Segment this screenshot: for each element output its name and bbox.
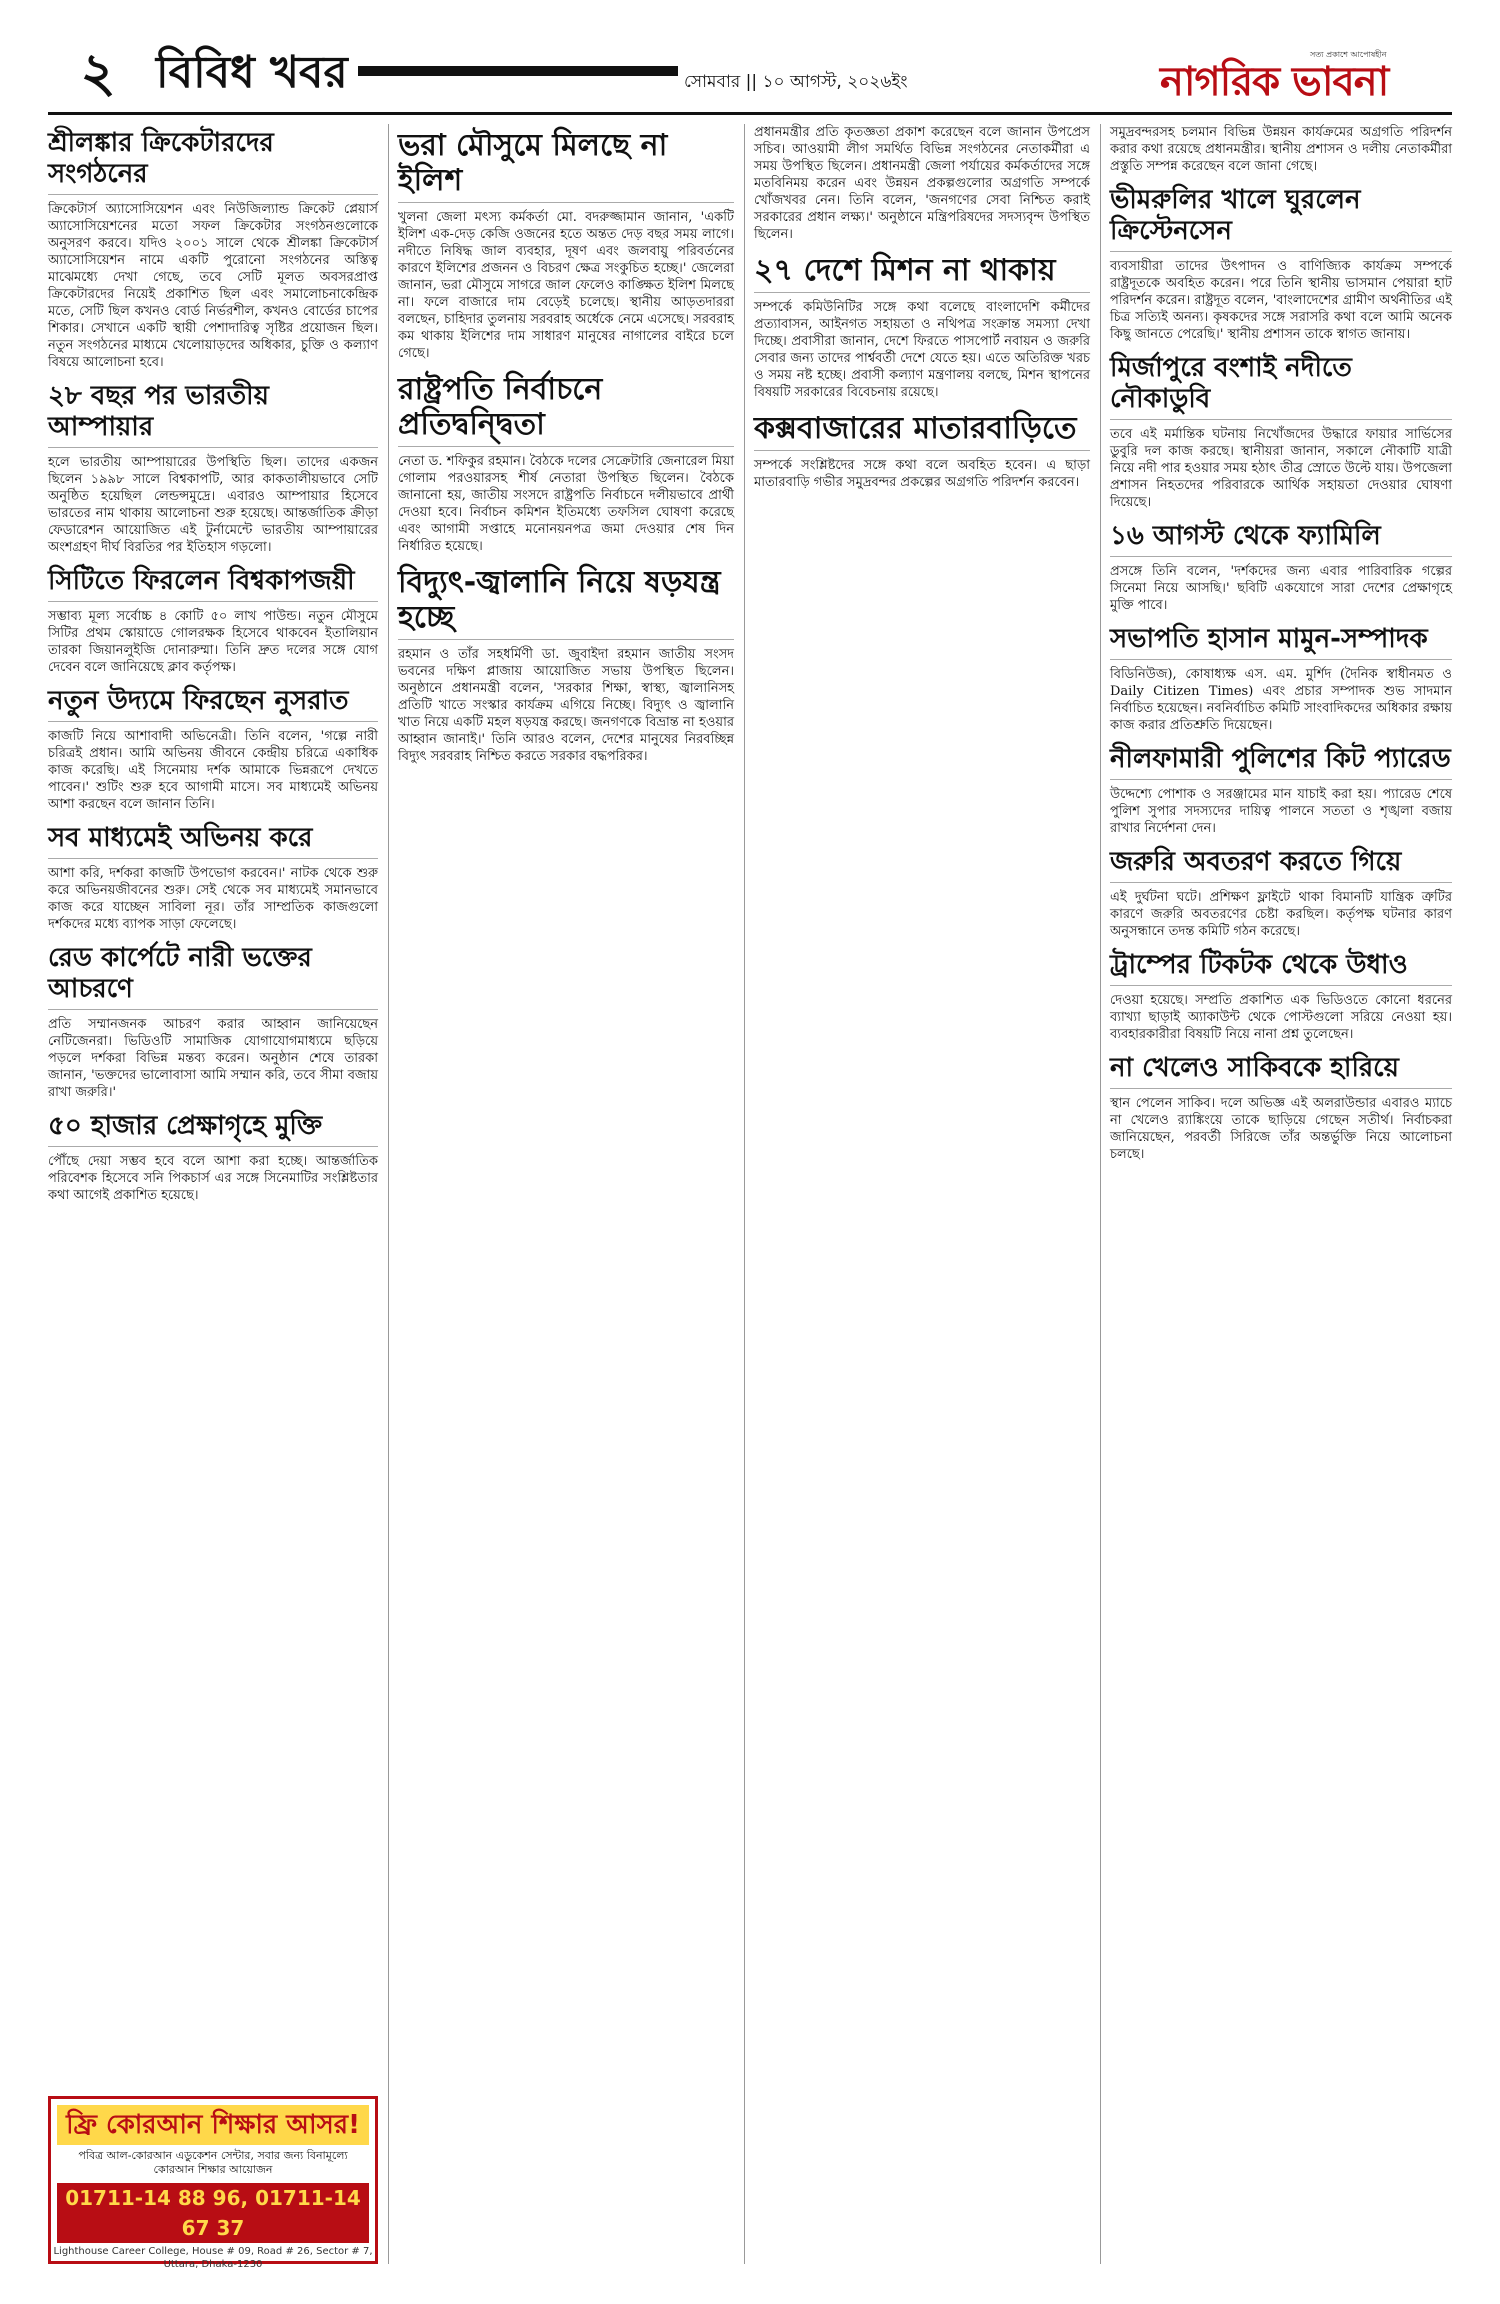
article (1110, 950, 1452, 1043)
ad-phone[interactable]: 01711-14 88 96, 01711-14 67 37 (57, 2183, 369, 2243)
column-divider (1100, 124, 1101, 2264)
dateline: সোমবার || ১০ আগস্ট, ২০২৬ইং (684, 72, 908, 92)
article (1110, 744, 1452, 837)
headline[interactable]: ট্রাম্পের টিকটক থেকে উধাও (1110, 950, 1452, 986)
headline[interactable]: বিদ্যুৎ-জ্বালানি নিয়ে ষড়যন্ত্র হচ্ছে (398, 565, 734, 640)
headline[interactable]: নীলফামারী পুলিশের কিট প্যারেড (1110, 744, 1452, 780)
article (1110, 847, 1452, 940)
headline[interactable]: সভাপতি হাসান মামুন-সম্পাদক (1110, 624, 1452, 660)
page-number: ২ (80, 41, 116, 104)
logo-text: নাগরিক ভাবনা (1160, 59, 1389, 105)
ad-title: ফ্রি কোরআন শিক্ষার আসর! (57, 2105, 369, 2145)
article-body: এই দুর্ঘটনা ঘটে। প্রশিক্ষণ ফ্লাইটে থাকা বিমানটি যান্ত্রিক ত্রুটির কারণে জরুরি অবতরণের চেষ্টা করছিল। কর্তৃপক্ষ ঘটনার কারণ অনুসন্ধানে তদন্ত কমিটি গঠন করেছে। (1110, 890, 1452, 939)
column-1 (48, 124, 378, 2270)
article (48, 566, 378, 676)
headline[interactable]: সিটিতে ফিরলেন বিশ্বকাপজয়ী (48, 566, 378, 602)
article (48, 128, 378, 371)
article-body: স্থান পেলেন সাকিব। দলে অভিজ্ঞ এই অলরাউন্ডার এবারও ম্যাচে না খেলেও র‍্যাঙ্কিংয়ে তাকে ছাড়িয়ে গেছেন সতীর্থ। নির্বাচকরা জানিয়েছেন, পরবর্তী সিরিজে তাঁর অন্তর্ভুক্তি নিয়ে আলোচনা চলছে। (1110, 1096, 1452, 1162)
article (48, 823, 378, 933)
article-body: খুলনা জেলা মৎস্য কর্মকর্তা মো. বদরুজ্জামান জানান, 'একটি ইলিশ এক-দেড় কেজি ওজনের হতে অন্তত দেড় বছর সময় লাগে। নদীতে নিষিদ্ধ জাল ব্যবহার, দূষণ এবং জলবায়ু পরিবর্তনের কারণে ইলিশের প্রজনন ও বিচরণ ক্ষেত্র সংকুচিত হচ্ছে।' জেলেরা জানান, ভরা মৌসুমে সাগরে জাল ফেলেও কাঙ্ক্ষিত ইলিশ মিলছে না। ফলে বাজারে দাম বেড়েই চলেছে। স্থানীয় আড়তদাররা বলছেন, চাহিদার তুলনায় সরবরাহ অর্ধেকে নেমে এসেছে। সরবরাহ কম থাকায় ইলিশের দাম সাধারণ মানুষের নাগালের বাইরে চলে গেছে। (398, 210, 734, 361)
headline[interactable]: মির্জাপুরে বংশাই নদীতে নৌকাডুবি (1110, 353, 1452, 420)
article-body: সম্পর্কে সংশ্লিষ্টদের সঙ্গে কথা বলে অবহিত হবেন। এ ছাড়া মাতারবাড়ি গভীর সমুদ্রবন্দর প্রকল্পের অগ্রগতি পরিদর্শন করবেন। (754, 458, 1090, 490)
headline[interactable]: ২৭ দেশে মিশন না থাকায় (754, 253, 1090, 293)
article (1110, 353, 1452, 511)
ad-note: পবিত্র আল-কোরআন এডুকেশন সেন্টার, সবার জন্য বিনামূল্যে কোরআন শিক্ষার আয়োজন (78, 2149, 348, 2176)
article-body: প্রধানমন্ত্রীর প্রতি কৃতজ্ঞতা প্রকাশ করেছেন বলে জানান উপপ্রেস সচিব। আওয়ামী লীগ সমর্থিত বিভিন্ন সংগঠনের নেতাকর্মীরা এ সময় উপস্থিত ছিলেন। প্রধানমন্ত্রী জেলা পর্যায়ের কর্মকর্তাদের সঙ্গে মতবিনিময় করেন এবং উন্নয়ন প্রকল্পগুলোর অগ্রগতি সম্পর্কে খোঁজখবর নেন। তিনি বলেন, 'জনগণের সেবা নিশ্চিত করাই সরকারের প্রধান লক্ষ্য।' অনুষ্ঠানে মন্ত্রিপরিষদের সদস্যবৃন্দ উপস্থিত ছিলেন। (754, 125, 1090, 242)
article (754, 411, 1090, 491)
headline[interactable]: ২৮ বছর পর ভারতীয় আম্পায়ার (48, 381, 378, 448)
masthead (48, 38, 1452, 115)
headline[interactable]: শ্রীলঙ্কার ক্রিকেটারদের সংগঠনের (48, 128, 378, 195)
article-body: তবে এই মর্মান্তিক ঘটনায় নিখোঁজদের উদ্ধারে ফায়ার সার্ভিসের ডুবুরি দল কাজ করছে। স্থানীয়রা জানান, সকালে নৌকাটি যাত্রী নিয়ে নদী পার হওয়ার সময় হঠাৎ তীব্র স্রোতে উল্টে যায়। উপজেলা প্রশাসন নিহতদের পরিবারকে আর্থিক সহায়তা দেওয়ার ঘোষণা দিয়েছে। (1110, 427, 1453, 510)
article (48, 1111, 378, 1204)
article-body: বিডিনিউজ), কোষাধ্যক্ষ এস. এম. মুর্শিদ (দৈনিক স্বাধীনমত ও Daily Citizen Times) এবং প্রচার সম্পাদক শুভ সাদমান নির্বাচিত হয়েছেন। নবনির্বাচিত কমিটি সাংবাদিকদের অধিকার রক্ষায় কাজ করার প্রতিশ্রুতি দিয়েছেন। (1110, 667, 1452, 733)
headline[interactable]: নতুন উদ্যমে ফিরছেন নুসরাত (48, 686, 378, 722)
headline[interactable]: না খেলেও সাকিবকে হারিয়ে (1110, 1053, 1452, 1089)
article-body: আশা করি, দর্শকরা কাজটি উপভোগ করবেন।' নাটক থেকে শুরু করে অভিনয়জীবনের শুরু। সেই থেকে সব মাধ্যমেই সমানভাবে কাজ করে যাচ্ছেন সাবিলা নূর। তাঁর সাম্প্রতিক কাজগুলো দর্শকদের মধ্যে ব্যাপক সাড়া ফেলেছে। (48, 866, 378, 932)
headline[interactable]: ৫০ হাজার প্রেক্ষাগৃহে মুক্তি (48, 1111, 378, 1147)
advertisement[interactable] (48, 2096, 378, 2270)
article-body: সম্পর্কে কমিউনিটির সঙ্গে কথা বলেছে বাংলাদেশি কর্মীদের প্রত্যাবাসন, আইনগত সহায়তা ও নথিপত্র সংক্রান্ত সমস্যা দেখা দিচ্ছে। প্রবাসীরা জানান, দেশে ফিরতে পাসপোর্ট নবায়ন ও জরুরি সেবার জন্য তাদের পার্শ্ববর্তী দেশে যেতে হয়। এতে অতিরিক্ত খরচ ও সময় নষ্ট হচ্ছে। প্রবাসী কল্যাণ মন্ত্রণালয় বলছে, মিশন স্থাপনের বিষয়টি সরকারের বিবেচনায় রয়েছে। (754, 300, 1090, 400)
article-body: নেতা ড. শফিকুর রহমান। বৈঠকে দলের সেক্রেটারি জেনারেল মিয়া গোলাম পরওয়ারসহ শীর্ষ নেতারা উপস্থিত ছিলেন। বৈঠকে জানানো হয়, জাতীয় সংসদে রাষ্ট্রপতি নির্বাচনে দলীয়ভাবে প্রার্থী দেওয়া হবে। নির্বাচন কমিশন ইতিমধ্যে তফসিল ঘোষণা করেছে এবং আগামী সপ্তাহে মনোনয়নপত্র জমা দেওয়ার শেষ দিন নির্ধারিত হয়েছে। (398, 454, 734, 554)
article (1110, 185, 1452, 343)
section-divider (358, 66, 678, 76)
article (398, 128, 734, 362)
article-body: রহমান ও তাঁর সহধর্মিণী ডা. জুবাইদা রহমান জাতীয় সংসদ ভবনের দক্ষিণ প্লাজায় আয়োজিত সভায় উপস্থিত ছিলেন। অনুষ্ঠানে প্রধানমন্ত্রী বলেন, 'সরকার শিক্ষা, স্বাস্থ্য, জ্বালানিসহ প্রতিটি খাতে সংস্কার কার্যক্রম এগিয়ে নিচ্ছে। বিদ্যুৎ ও জ্বালানি খাত নিয়ে একটি মহল ষড়যন্ত্র করছে। জনগণকে বিভ্রান্ত না হওয়ার আহ্বান জানাই।' তিনি আরও বলেন, দেশের মানুষের নিরবচ্ছিন্ন বিদ্যুৎ সরবরাহ নিশ্চিত করতে সরকার বদ্ধপরিকর। (398, 647, 734, 764)
column-2 (398, 124, 734, 2264)
article-body: ব্যবসায়ীরা তাদের উৎপাদন ও বাণিজ্যিক কার্যক্রম সম্পর্কে রাষ্ট্রদূতকে অবহিত করেন। পরে তিনি স্থানীয় ভাসমান পেয়ারা হাট পরিদর্শন করেন। রাষ্ট্রদূত বলেন, 'বাংলাদেশের গ্রামীণ অর্থনীতির এই চিত্র সত্যিই অনন্য। কৃষকদের সঙ্গে সরাসরি কথা বলে আমি অনেক কিছু জানতে পেরেছি।' স্থানীয় প্রশাসন তাকে স্বাগত জানায়। (1110, 259, 1452, 342)
article (1110, 521, 1452, 614)
article (1110, 124, 1452, 175)
logo-tagline: সত্য প্রকাশে আপোষহীন (1310, 50, 1387, 59)
article-body: পৌঁছে দেয়া সম্ভব হবে বলে আশা করা হচ্ছে। আন্তর্জাতিক পরিবেশক হিসেবে সনি পিকচার্স এর সঙ্গে সিনেমাটির সংশ্লিষ্টতার কথা আগেই প্রকাশিত হয়েছে। (48, 1154, 378, 1203)
headline[interactable]: ভীমরুলির খালে ঘুরলেন ক্রিস্টেনসেন (1110, 185, 1452, 252)
article-body: উদ্দেশ্যে পোশাক ও সরঞ্জামের মান যাচাই করা হয়। প্যারেড শেষে পুলিশ সুপার সদস্যদের দায়িত্ব পালনে সততা ও শৃঙ্খলা বজায় রাখার নির্দেশনা দেন। (1110, 787, 1452, 836)
article-body: প্রতি সম্মানজনক আচরণ করার আহ্বান জানিয়েছেন নেটিজেনরা। ভিডিওটি সামাজিক যোগাযোগমাধ্যমে ছড়িয়ে পড়লে দর্শকরা বিভিন্ন মন্তব্য করেন। অনুষ্ঠান শেষে তারকা জানান, 'ভক্তদের ভালোবাসা আমি সম্মান করি, তবে সীমা বজায় রাখা জরুরি।' (48, 1017, 378, 1100)
article-body: ক্রিকেটার্স অ্যাসোসিয়েশন এবং নিউজিল্যান্ড ক্রিকেট প্লেয়ার্স অ্যাসোসিয়েশনের মতো সফল ক্রিকেটার সংগঠনগুলোকে অনুসরণ করবে। যদিও ২০০১ সালে থেকে শ্রীলঙ্কা ক্রিকেটার্স অ্যাসোসিয়েশন নামে একটি পুরোনো সংগঠনের অস্তিত্ব মাঝেমধ্যে দেখা গেছে, তবে সেটি মূলত অবসরপ্রাপ্ত ক্রিকেটারদের নিয়েই প্রকাশিত ছিল এবং সমালোচনাকেন্দ্রিক মতে, সেটি ছিল কখনও বোর্ড নির্ভরশীল, কখনও বোর্ডের চাপের শিকার। সেখানে একটি স্থায়ী পেশাদারিত্ব সৃষ্টির প্রয়োজন ছিল। নতুন সংগঠনের মাধ্যমে খেলোয়াড়দের অধিকার, চুক্তি ও কল্যাণ বিষয়ে আলোচনা হবে। (48, 202, 378, 370)
article-body: হলে ভারতীয় আম্পায়ারের উপস্থিতি ছিল। তাদের একজন ছিলেন ১৯৯৮ সালে বিশ্বকাপটি, আর কাকতালীয়ভাবে সেটি অনুষ্ঠিত হয়েছিল লেন্ডন্সমুদ্রে। এবারও আম্পায়ার হিসেবে ভারতের নাম থাকায় আলোচনা শুরু হয়েছে। আন্তর্জাতিক ক্রীড়া ফেডারেশন আয়োজিত এই টুর্নামেন্টে ভারতীয় আম্পায়ারের অংশগ্রহণ দীর্ঘ বিরতির পর ইতিহাস গড়লো। (48, 455, 378, 555)
headline[interactable]: ১৬ আগস্ট থেকে ফ্যামিলি (1110, 521, 1452, 557)
article-body: দেওয়া হয়েছে। সম্প্রতি প্রকাশিত এক ভিডিওতে কোনো ধরনের ব্যাখ্যা ছাড়াই অ্যাকাউন্ট থেকে পোস্টগুলো সরিয়ে নেওয়া হয়। ব্যবহারকারীরা বিষয়টি নিয়ে নানা প্রশ্ন তুলেছেন। (1110, 993, 1452, 1042)
section-title: বিবিধ খবর (156, 47, 348, 98)
headline[interactable]: কক্সবাজারের মাতারবাড়িতে (754, 411, 1090, 451)
article (48, 943, 378, 1101)
article (754, 124, 1090, 243)
article (398, 565, 734, 765)
newspaper-page (48, 38, 1452, 2272)
column-3 (754, 124, 1090, 2264)
headline[interactable]: ভরা মৌসুমে মিলছে না ইলিশ (398, 128, 734, 203)
article (1110, 1053, 1452, 1163)
article (48, 686, 378, 813)
article-body: কাজটি নিয়ে আশাবাদী অভিনেত্রী। তিনি বলেন, 'গল্পে নারী চরিত্রই প্রধান। আমি অভিনয় জীবনে কেন্দ্রীয় চরিত্রে একাধিক কাজ করেছি। এই সিনেমায় দর্শক আমাকে ভিন্নরূপে দেখতে পাবেন।' শুটিং শুরু হবে আগামী মাসে। সব মাধ্যমেই অভিনয় আশা করছেন বলে জানান তিনি। (48, 729, 378, 812)
column-divider (744, 124, 745, 2264)
article (754, 253, 1090, 401)
article-body: সম্ভাব্য মূল্য সর্বোচ্চ ৪ কোটি ৫০ লাখ পাউন্ড। নতুন মৌসুমে সিটির প্রথম স্কোয়াডে গোলরক্ষক হিসেবে থাকবেন ইতালিয়ান তারকা জিয়ানলুইজি দোনারুম্মা। তিনি দ্রুত দলের সঙ্গে যোগ দেবেন বলে জানিয়েছে ক্লাব কর্তৃপক্ষ। (48, 609, 378, 675)
article (48, 381, 378, 556)
newspaper-logo[interactable] (1160, 40, 1452, 104)
headline[interactable]: রাষ্ট্রপতি নির্বাচনে প্রতিদ্বন্দ্বিতা (398, 372, 734, 447)
headline[interactable]: রেড কার্পেটে নারী ভক্তের আচরণে (48, 943, 378, 1010)
column-divider (388, 124, 389, 2264)
article (1110, 624, 1452, 734)
article-body: সমুদ্রবন্দরসহ চলমান বিভিন্ন উন্নয়ন কার্যক্রমের অগ্রগতি পরিদর্শন করার কথা রয়েছে প্রধানমন্ত্রীর। স্থানীয় প্রশাসন ও দলীয় নেতাকর্মীরা প্রস্তুতি সম্পন্ন করেছেন বলে জানা গেছে। (1110, 125, 1452, 174)
headline[interactable]: সব মাধ্যমেই অভিনয় করে (48, 823, 378, 859)
article-body: প্রসঙ্গে তিনি বলেন, 'দর্শকদের জন্য এবার পারিবারিক গল্পের সিনেমা নিয়ে আসছি।' ছবিটি একযোগে সারা দেশের প্রেক্ষাগৃহে মুক্তি পাবে। (1110, 564, 1452, 613)
ad-address: Lighthouse Career College, House # 09, Road # 26, Sector # 7, Uttara, Dhaka-1230 (53, 2246, 373, 2270)
article (398, 372, 734, 555)
column-4 (1110, 124, 1452, 2264)
headline[interactable]: জরুরি অবতরণ করতে গিয়ে (1110, 847, 1452, 883)
